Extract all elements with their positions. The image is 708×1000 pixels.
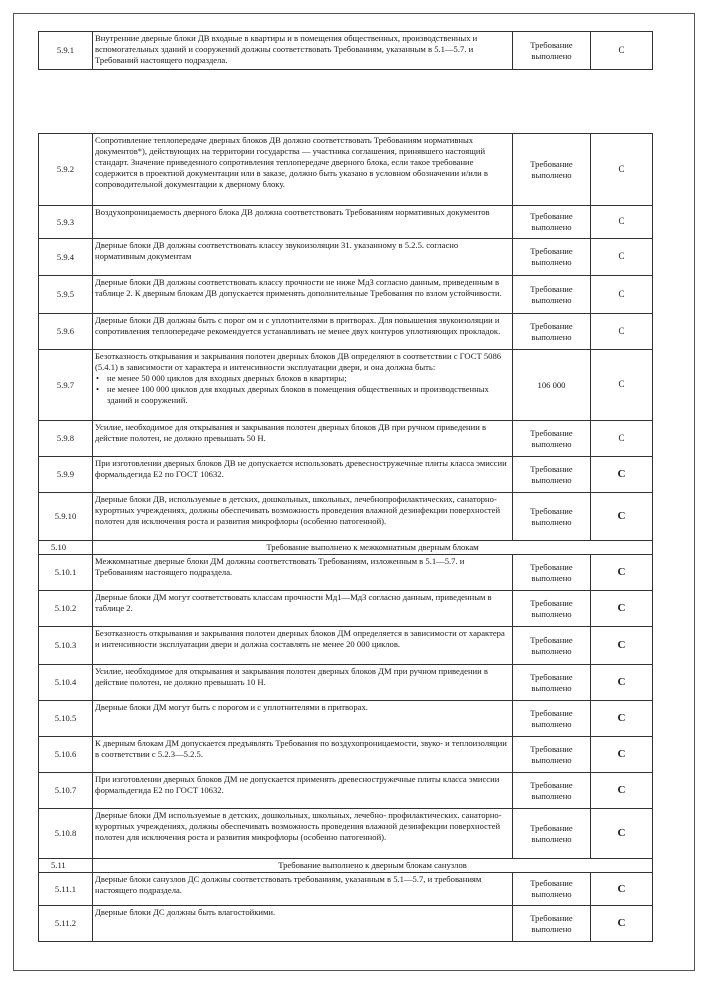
table-row (39, 809, 653, 859)
table-row (39, 206, 653, 239)
mark: С (591, 276, 653, 314)
status-text: Требование выполнено (513, 873, 591, 906)
section-number: 5.10 (39, 541, 93, 555)
item-number: 5.10.7 (39, 773, 93, 809)
status-text: Требование выполнено (513, 627, 591, 665)
item-number: 5.9.9 (39, 457, 93, 493)
status-text: Требование выполнено (513, 773, 591, 809)
table-row (39, 906, 653, 942)
item-number: 5.9.5 (39, 276, 93, 314)
requirement-text: Внутренние дверные блоки ДВ входные в квартиры и в помещения общественных, производственных и вспомогательных зданий и сооружений должны соответствовать Требованиям, указанным в 5.1—5.7. и Требований настоящего подраздела. (93, 32, 513, 70)
requirement-text (93, 350, 513, 421)
status-text: Требование выполнено (513, 809, 591, 859)
table-row (39, 873, 653, 906)
requirement-text: Дверные блоки санузлов ДС должны соответствовать требованиям, указанным в 5.1—5.7, и требованиям настоящего подраздела. (93, 873, 513, 906)
requirement-text: К дверным блокам ДМ допускается предъявлять Требования по воздухопроницаемости, звуко- и теплоизоляции в соответствии с 5.2.3—5.2.5. (93, 737, 513, 773)
section-title: Требование выполнено к межкомнатным дверным блокам (93, 541, 653, 555)
status-text: Требование выполнено (513, 701, 591, 737)
status-text: Требование выполнено (513, 737, 591, 773)
status-text: Требование выполнено (513, 421, 591, 457)
table-row (39, 665, 653, 701)
section-number: 5.11 (39, 859, 93, 873)
mark: С (591, 737, 653, 773)
section-row (39, 859, 653, 873)
item-number: 5.9.10 (39, 493, 93, 541)
requirement-text: Дверные блоки ДВ должны соответствовать классу звукоизоляции 31. указанному в 5.2.5. согласно нормативным документам (93, 239, 513, 276)
requirement-text: Воздухопроницаемость дверного блока ДВ должна соответствовать Требованиям нормативных документов (93, 206, 513, 239)
mark: С (591, 701, 653, 737)
table-row (39, 134, 653, 206)
table-row (39, 591, 653, 627)
requirement-text: Безотказность открывания и закрывания полотен дверных блоков ДМ определяется в зависимости от характера и интенсивности эксплуатации двери и должна составлять не менее 20 000 циклов. (93, 627, 513, 665)
status-text: 106 000 (513, 350, 591, 421)
section-row (39, 541, 653, 555)
requirement-text: Дверные блоки ДМ могут быть с порогом и с уплотнителями в притворах. (93, 701, 513, 737)
table-row (39, 32, 653, 70)
status-text: Требование выполнено (513, 32, 591, 70)
list-item: • не менее 100 000 циклов для входных дверных блоков в помещения общественных и производственных зданий и сооружений. (107, 384, 510, 406)
item-number: 5.9.1 (39, 32, 93, 70)
table-row (39, 701, 653, 737)
mark: С (591, 314, 653, 350)
item-number: 5.11.2 (39, 906, 93, 942)
mark: С (591, 873, 653, 906)
item-number: 5.9.7 (39, 350, 93, 421)
mark: С (591, 239, 653, 276)
item-number: 5.10.1 (39, 555, 93, 591)
requirement-text: Дверные блоки ДВ должны быть с порог ом и с уплотнителями в притворах. Для повышения звукоизоляции и сопротивления теплопередаче рекомендуется устанавливать не менее двух контуров уплотняющих прокладок. (93, 314, 513, 350)
item-number: 5.9.2 (39, 134, 93, 206)
table-row (39, 627, 653, 665)
table-row (39, 350, 653, 421)
item-number: 5.9.3 (39, 206, 93, 239)
status-text: Требование выполнено (513, 906, 591, 942)
main-table (38, 133, 653, 942)
item-number: 5.9.6 (39, 314, 93, 350)
status-text: Требование выполнено (513, 591, 591, 627)
status-text: Требование выполнено (513, 239, 591, 276)
table-row (39, 493, 653, 541)
status-text: Требование выполнено (513, 314, 591, 350)
mark: С (591, 350, 653, 421)
section-title: Требование выполнено к дверным блокам санузлов (93, 859, 653, 873)
requirement-text: Сопротивление теплопередаче дверных блоков ДВ должно соответствовать Требованиям нормативных документов*), действующих на территории государства — участника соглашения, принявшего настоящий стандарт. Значение приведенного сопротивления теплопередаче дверного блока, если такое требование содержится в проектной документации или в заказе, должно быть указано в условном обозначении и/или в сопроводительной документации к дверному блоку. (93, 134, 513, 206)
requirement-text: Усилие, необходимое для открывания и закрывания полотен дверных блоков ДМ при ручном приведении в действие полотен, не должно превышать 10 Н. (93, 665, 513, 701)
status-text: Требование выполнено (513, 665, 591, 701)
mark: С (591, 773, 653, 809)
requirement-text: Дверные блоки ДМ используемые в детских, дошкольных, школьных, лечебно- профилактических. санаторно-курортных учреждениях, должны обеспечивать возможность проведения влажной дезинфекции поверхностей полотен для исключения роста и развития микрофлоры (особенно патогенной). (93, 809, 513, 859)
mark: С (591, 421, 653, 457)
requirement-intro: Безотказность открывания и закрывания полотен дверных блоков ДВ определяют в соответствии с ГОСТ 5086 (5.4.1) в зависимости от характера и интенсивности эксплуатации двери, и она должна быть: (95, 351, 502, 372)
requirement-text: Дверные блоки ДВ, используемые в детских, дошкольных, школьных, лечебнопрофилактических, санаторно-курортных учреждениях, должны обеспечивать возможность проведения влажной дезинфекции поверхностей полотен для исключения роста и развития микрофлоры (особенно патогенной). (93, 493, 513, 541)
table-row (39, 239, 653, 276)
top-table (38, 31, 653, 70)
table-row (39, 314, 653, 350)
table-row (39, 276, 653, 314)
status-text: Требование выполнено (513, 555, 591, 591)
table-row (39, 457, 653, 493)
mark: С (591, 591, 653, 627)
mark: С (591, 134, 653, 206)
mark: С (591, 665, 653, 701)
requirement-text: Межкомнатные дверные блоки ДМ должны соответствовать Требованиям, изложенным в 5.1—5.7. и Требованиям настоящего подраздела. (93, 555, 513, 591)
mark: С (591, 32, 653, 70)
item-number: 5.10.5 (39, 701, 93, 737)
item-number: 5.9.4 (39, 239, 93, 276)
status-text: Требование выполнено (513, 493, 591, 541)
list-item: • не менее 50 000 циклов для входных дверных блоков в квартиры; (107, 373, 510, 384)
item-number: 5.10.3 (39, 627, 93, 665)
requirement-text: Дверные блоки ДВ должны соответствовать классу прочности не ниже МдЗ согласно данным, приведенным в таблице 2. К дверным блокам ДВ допускается применять дополнительные Требования по взлом устойчивости. (93, 276, 513, 314)
table-row (39, 737, 653, 773)
item-number: 5.10.6 (39, 737, 93, 773)
item-number: 5.11.1 (39, 873, 93, 906)
mark: С (591, 906, 653, 942)
status-text: Требование выполнено (513, 134, 591, 206)
table-row (39, 555, 653, 591)
table-row (39, 773, 653, 809)
bullet-list (95, 373, 510, 406)
status-text: Требование выполнено (513, 206, 591, 239)
item-number: 5.10.4 (39, 665, 93, 701)
mark: С (591, 493, 653, 541)
mark: С (591, 457, 653, 493)
requirement-text: Дверные блоки ДС должны быть влагостойкими. (93, 906, 513, 942)
item-number: 5.10.2 (39, 591, 93, 627)
requirement-text: Усилие, необходимое для открывания и закрывания полотен дверных блоков ДВ при ручном приведении в действие полотен, не должно превышать 50 Н. (93, 421, 513, 457)
item-number: 5.10.8 (39, 809, 93, 859)
requirement-text: При изготовлении дверных блоков ДМ не допускается применять древесностружечные плиты класса эмиссии формальдегида Е2 по ГОСТ 10632. (93, 773, 513, 809)
status-text: Требование выполнено (513, 457, 591, 493)
table-row (39, 421, 653, 457)
requirement-text: Дверные блоки ДМ могут соответствовать классам прочности Мд1—МдЗ согласно данным, приведенным в таблице 2. (93, 591, 513, 627)
mark: С (591, 555, 653, 591)
status-text: Требование выполнено (513, 276, 591, 314)
item-number: 5.9.8 (39, 421, 93, 457)
requirement-text: При изготовлении дверных блоков ДВ не допускается использовать древесностружечные плиты класса эмиссии формальдегида Е2 по ГОСТ 10632. (93, 457, 513, 493)
mark: С (591, 206, 653, 239)
mark: С (591, 627, 653, 665)
mark: С (591, 809, 653, 859)
